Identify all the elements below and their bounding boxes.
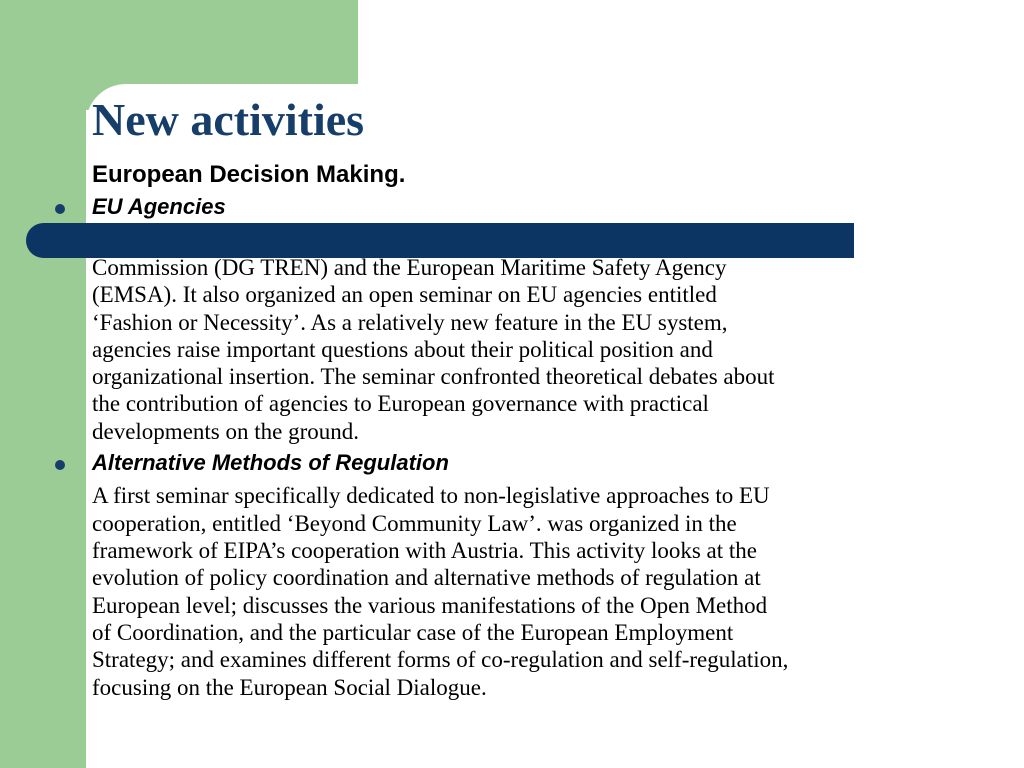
bullet-heading-alternative-methods: Alternative Methods of Regulation — [92, 450, 449, 475]
green-accent-strip — [0, 0, 86, 768]
bullet-heading-eu-agencies: EU Agencies — [92, 194, 226, 219]
paragraph-line: agencies raise important questions about their political position and — [92, 337, 713, 362]
bullet-icon — [55, 460, 65, 470]
paragraph-line: focusing on the European Social Dialogue. — [92, 675, 487, 700]
paragraph-line: European level; discusses the various manifestations of the Open Method — [92, 593, 768, 618]
paragraph-line: framework of EIPA’s cooperation with Austria. This activity looks at the — [92, 538, 757, 563]
paragraph-line: cooperation, entitled ‘Beyond Community Law’. was organized in the — [92, 511, 737, 536]
paragraph-line: ‘Fashion or Necessity’. As a relatively new feature in the EU system, — [92, 310, 728, 335]
paragraph-line: The Unit organized two seminars on EU agencies for the European — [92, 227, 709, 252]
bullet-icon — [55, 204, 65, 214]
paragraph-line: of Coordination, and the particular case of the European Employment — [92, 620, 734, 645]
paragraph-line: Commission (DG TREN) and the European Maritime Safety Agency — [92, 255, 727, 280]
paragraph-line: organizational insertion. The seminar confronted theoretical debates about — [92, 364, 775, 389]
section-subheading: European Decision Making. — [92, 161, 406, 188]
paragraph-line: the contribution of agencies to European governance with practical — [92, 391, 709, 416]
paragraph-line: (EMSA). It also organized an open seminar on EU agencies entitled — [92, 282, 717, 307]
slide-title: New activities — [92, 94, 365, 145]
paragraph-line: A first seminar specifically dedicated to non-legislative approaches to EU — [92, 483, 770, 508]
paragraph-line: evolution of policy coordination and alternative methods of regulation at — [92, 565, 761, 590]
paragraph-line: Strategy; and examines different forms of co-regulation and self-regulation, — [92, 647, 789, 672]
paragraph-line: developments on the ground. — [92, 419, 360, 444]
